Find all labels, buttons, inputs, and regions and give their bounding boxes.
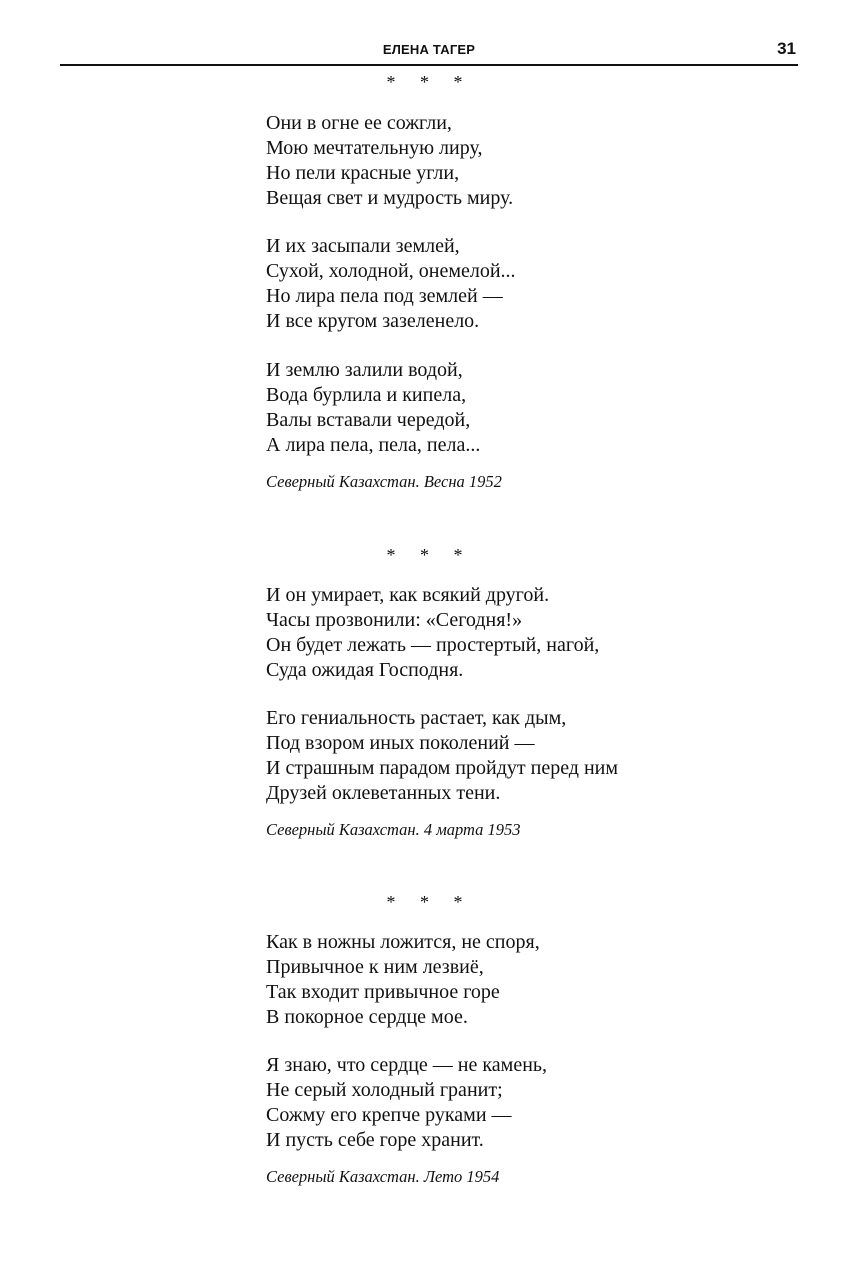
- verse-line: И землю залили водой,: [266, 359, 463, 381]
- verse-line: Валы вставали чередой,: [266, 409, 471, 431]
- verse-line: Вещая свет и мудрость миру.: [266, 187, 514, 209]
- page-number: 31: [777, 39, 796, 58]
- poem-signature: Северный Казахстан. Весна 1952: [266, 472, 502, 491]
- verse-line: Так входит привычное горе: [266, 981, 500, 1003]
- verse-line: Под взором иных поколений —: [266, 732, 535, 754]
- stanza: [266, 930, 540, 1030]
- verse-line: Они в огне ее сожгли,: [266, 112, 452, 134]
- verse-line: В покорное сердце мое.: [266, 1006, 468, 1028]
- verse-line: И их засыпали землей,: [266, 235, 460, 257]
- verse-line: Он будет лежать — простертый, нагой,: [266, 634, 600, 656]
- verse-line: И страшным парадом пройдут перед ним: [266, 757, 619, 779]
- verse-line: Часы прозвонили: «Сегодня!»: [266, 609, 523, 631]
- verse-line: И пусть себе горе хранит.: [266, 1129, 484, 1151]
- verse-line: Его гениальность растает, как дым,: [266, 707, 567, 729]
- verse-line: Сухой, холодной, онемелой...: [266, 260, 516, 282]
- stanza: [266, 583, 599, 683]
- verse-line: Мою мечтательную лиру,: [266, 137, 483, 159]
- stanza: [266, 358, 480, 458]
- stanza: [266, 706, 618, 806]
- verse-line: Я знаю, что сердце — не камень,: [266, 1054, 548, 1076]
- stanza: [266, 1053, 547, 1153]
- verse-line: А лира пела, пела, пела...: [266, 434, 481, 456]
- running-header: [60, 36, 798, 66]
- section-break-stars: * * *: [386, 72, 473, 92]
- verse-line: Сожму его крепче руками —: [266, 1104, 512, 1126]
- verse-line: Друзей оклеветанных тени.: [266, 782, 501, 804]
- section-break-stars: * * *: [386, 892, 473, 912]
- verse-line: И он умирает, как всякий другой.: [266, 584, 550, 606]
- verse-line: Но лира пела под землей —: [266, 285, 503, 307]
- stanza: [266, 111, 513, 211]
- verse-line: Но пели красные угли,: [266, 162, 460, 184]
- running-head-author: ЕЛЕНА ТАГЕР: [382, 42, 476, 57]
- verse-line: Как в ножны ложится, не споря,: [266, 931, 540, 953]
- verse-line: Вода бурлила и кипела,: [266, 384, 467, 406]
- verse-line: Суда ожидая Господня.: [266, 659, 464, 681]
- verse-line: Привычное к ним лезвиё,: [266, 956, 484, 978]
- verse-line: Не серый холодный гранит;: [266, 1079, 503, 1101]
- section-break-stars: * * *: [386, 545, 473, 565]
- poem-signature: Северный Казахстан. Лето 1954: [266, 1167, 500, 1186]
- verse-line: И все кругом зазеленело.: [266, 310, 480, 332]
- stanza: [266, 234, 516, 334]
- poem-signature: Северный Казахстан. 4 марта 1953: [266, 820, 521, 839]
